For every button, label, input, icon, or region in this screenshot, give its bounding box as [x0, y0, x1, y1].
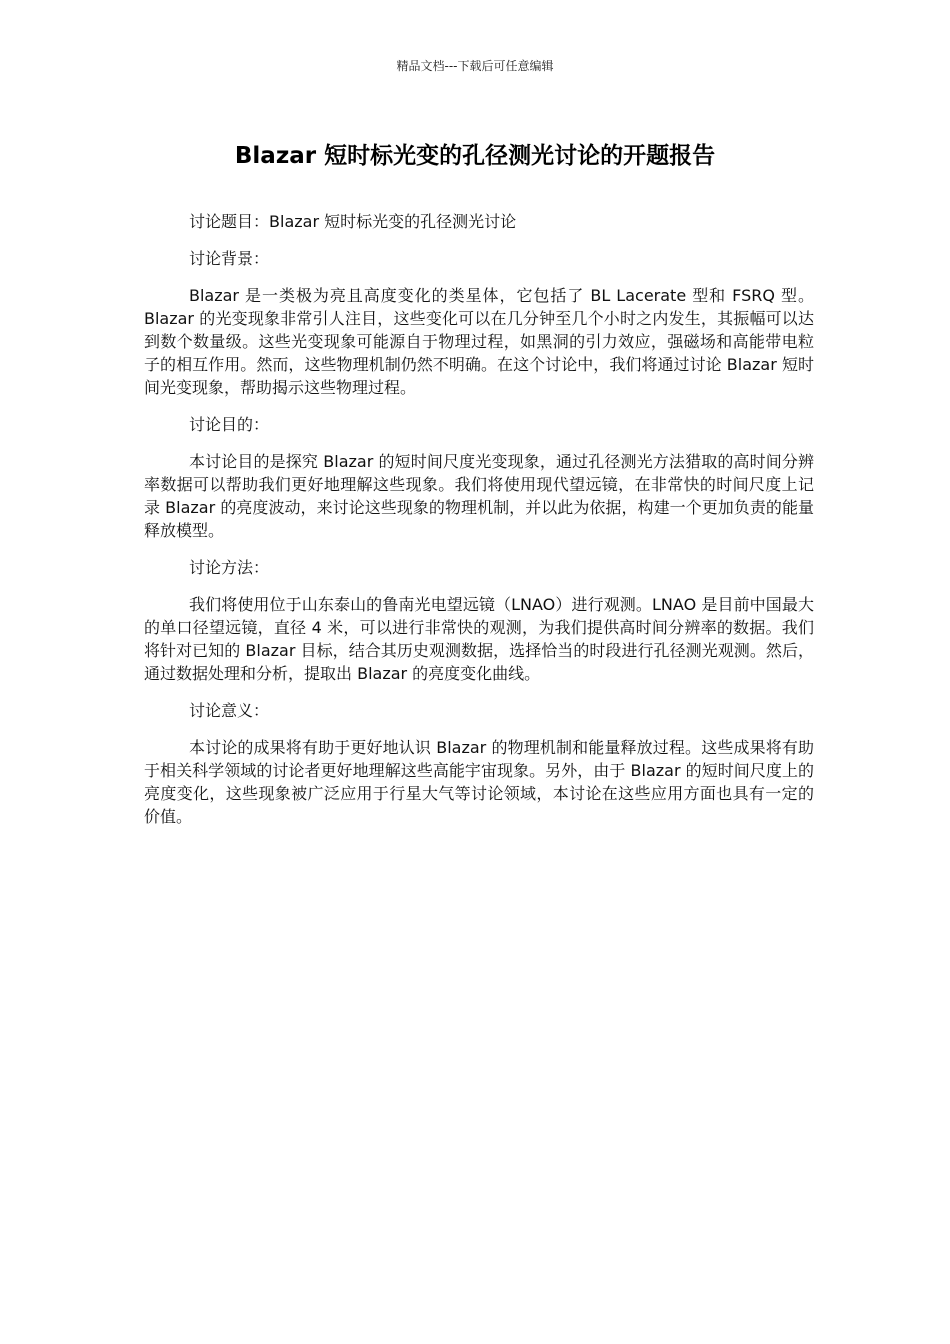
purpose-heading: 讨论目的： [189, 415, 270, 434]
significance-paragraph: 本讨论的成果将有助于更好地认识 Blazar 的物理机制和能量释放过程。这些成果将有助于相关科学领域的讨论者更好地理解这些高能宇宙现象。另外，由于 Blazar 的短时间尺度上的亮度变化，这些现象被广泛应用于行星大气等讨论领域，本讨论在这些应用方面也具有一定的价值。 [144, 738, 814, 826]
background-heading: 讨论背景： [189, 249, 270, 268]
background-paragraph: Blazar 是一类极为亮且高度变化的类星体，它包括了 BL Lacerate 型和 FSRQ 型。Blazar 的光变现象非常引人注目，这些变化可以在几分钟至几个小时之内发生，其振幅可以达到数个数量级。这些光变现象可能源自于物理过程，如黑洞的引力效应，强磁场和高能带电粒子的相互作用。然而，这些物理机制仍然不明确。在这个讨论中，我们将通过讨论 Blazar 短时间光变现象，帮助揭示这些物理过程。 [144, 286, 814, 397]
purpose-paragraph: 本讨论目的是探究 Blazar 的短时间尺度光变现象，通过孔径测光方法猎取的高时间分辨率数据可以帮助我们更好地理解这些现象。我们将使用现代望远镜，在非常快的时间尺度上记录 Blazar 的亮度波动，来讨论这些现象的物理机制，并以此为依据，构建一个更加负责的能量释放模型。 [144, 452, 814, 540]
topic-line [144, 210, 814, 233]
topic-label: 讨论题目： [189, 212, 270, 231]
significance-heading: 讨论意义： [189, 701, 270, 720]
method-paragraph: 我们将使用位于山东泰山的鲁南光电望远镜（LNAO）进行观测。LNAO 是目前中国最大的单口径望远镜，直径 4 米，可以进行非常快的观测，为我们提供高时间分辨率的数据。我们将针对已知的 Blazar 目标，结合其历史观测数据，选择恰当的时段进行孔径测光观测。然后，通过数据处理和分析，提取出 Blazar 的亮度变化曲线。 [144, 595, 814, 683]
document-body [144, 210, 814, 842]
topic-value: Blazar 短时标光变的孔径测光讨论 [269, 212, 517, 231]
method-heading: 讨论方法： [189, 558, 270, 577]
document-title: Blazar 短时标光变的孔径测光讨论的开题报告 [234, 143, 716, 169]
page-header: 精品文档---下载后可任意编辑 [396, 59, 554, 73]
